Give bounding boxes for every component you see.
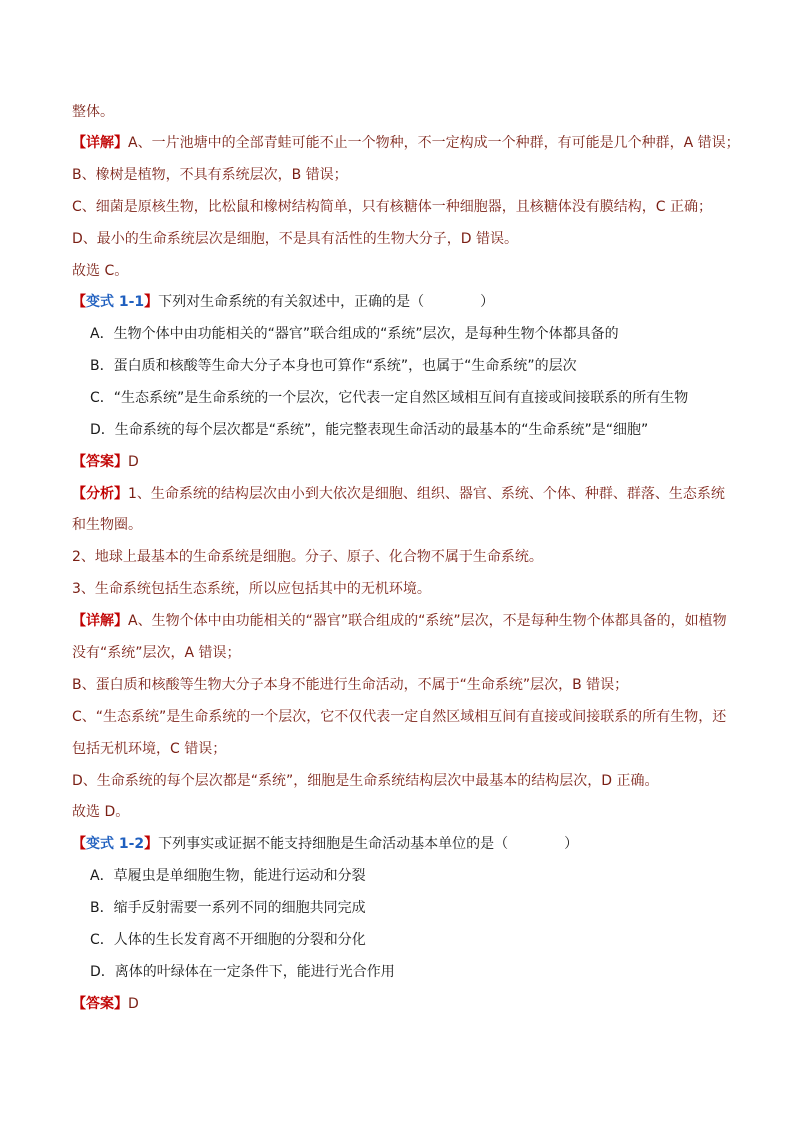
q2-stem: 【变式 1-1】下列对生命系统的有关叙述中，正确的是（ ） (72, 294, 495, 310)
q2-option-d: D．生命系统的每个层次都是“系统”，能完整表现生命活动的最基本的“生命系统”是“细胞” (90, 422, 649, 438)
q3-option-d: D．离体的叶绿体在一定条件下，能进行光合作用 (90, 964, 395, 980)
q2-option-a: A．生物个体中由功能相关的“器官”联合组成的“系统”层次，是每种生物个体都具备的 (90, 326, 619, 342)
q2-choice: 故选 D。 (72, 804, 130, 820)
q2-detail-line-5: 包括无机环境，C 错误； (72, 741, 227, 757)
q1-choice: 故选 C。 (72, 263, 129, 279)
q1-detail-line-1: 【详解】A、一片池塘中的全部青蛙可能不止一个物种，不一定构成一个种群，有可能是几个种群，A 错误； (72, 135, 740, 151)
q2-answer: 【答案】D (72, 454, 139, 470)
q2-analysis-line-1: 【分析】1、生命系统的结构层次由小到大依次是细胞、组织、器官、系统、个体、种群、群落、生态系统 (72, 486, 725, 502)
q2-detail-line-6: D、生命系统的每个层次都是“系统”，细胞是生命系统结构层次中最基本的结构层次，D 正确。 (72, 773, 659, 789)
q2-detail-line-4: C、“生态系统”是生命系统的一个层次，它不仅代表一定自然区域相互间有直接或间接联系的所有生物，还 (72, 709, 727, 725)
q1-detail-line-3: C、细菌是原核生物，比松鼠和橡树结构简单，只有核糖体一种细胞器，且核糖体没有膜结构，C 正确； (72, 199, 712, 215)
q3-option-a: A．草履虫是单细胞生物，能进行运动和分裂 (90, 868, 366, 884)
q2-detail-line-1: 【详解】A、生物个体中由功能相关的“器官”联合组成的“系统”层次，不是每种生物个体都具备的，如植物 (72, 613, 727, 629)
q2-detail-line-2: 没有“系统”层次，A 错误； (72, 645, 241, 661)
q3-option-c: C．人体的生长发育离不开细胞的分裂和分化 (90, 932, 366, 948)
q2-analysis-line-3: 2、地球上最基本的生命系统是细胞。分子、原子、化合物不属于生命系统。 (72, 549, 543, 565)
q2-analysis-line-2: 和生物圈。 (72, 517, 142, 533)
q2-option-b: B．蛋白质和核酸等生命大分子本身也可算作“系统”，也属于“生命系统”的层次 (90, 358, 577, 374)
q1-detail-line-2: B、橡树是植物，不具有系统层次，B 错误； (72, 167, 348, 183)
q3-option-b: B．缩手反射需要一系列不同的细胞共同完成 (90, 900, 366, 916)
q1-detail-line-4: D、最小的生命系统层次是细胞，不是具有活性的生物大分子，D 错误。 (72, 231, 519, 247)
q2-analysis-line-4: 3、生命系统包括生态系统，所以应包括其中的无机环境。 (72, 581, 431, 597)
q1-tail: 整体。 (72, 104, 114, 120)
q3-stem: 【变式 1-2】下列事实或证据不能支持细胞是生命活动基本单位的是（ ） (72, 836, 579, 852)
q3-answer: 【答案】D (72, 996, 139, 1012)
q2-detail-line-3: B、蛋白质和核酸等生物大分子本身不能进行生命活动，不属于“生命系统”层次，B 错误； (72, 677, 629, 693)
q2-option-c: C．“生态系统”是生命系统的一个层次，它代表一定自然区域相互间有直接或间接联系的所有生物 (90, 390, 689, 406)
